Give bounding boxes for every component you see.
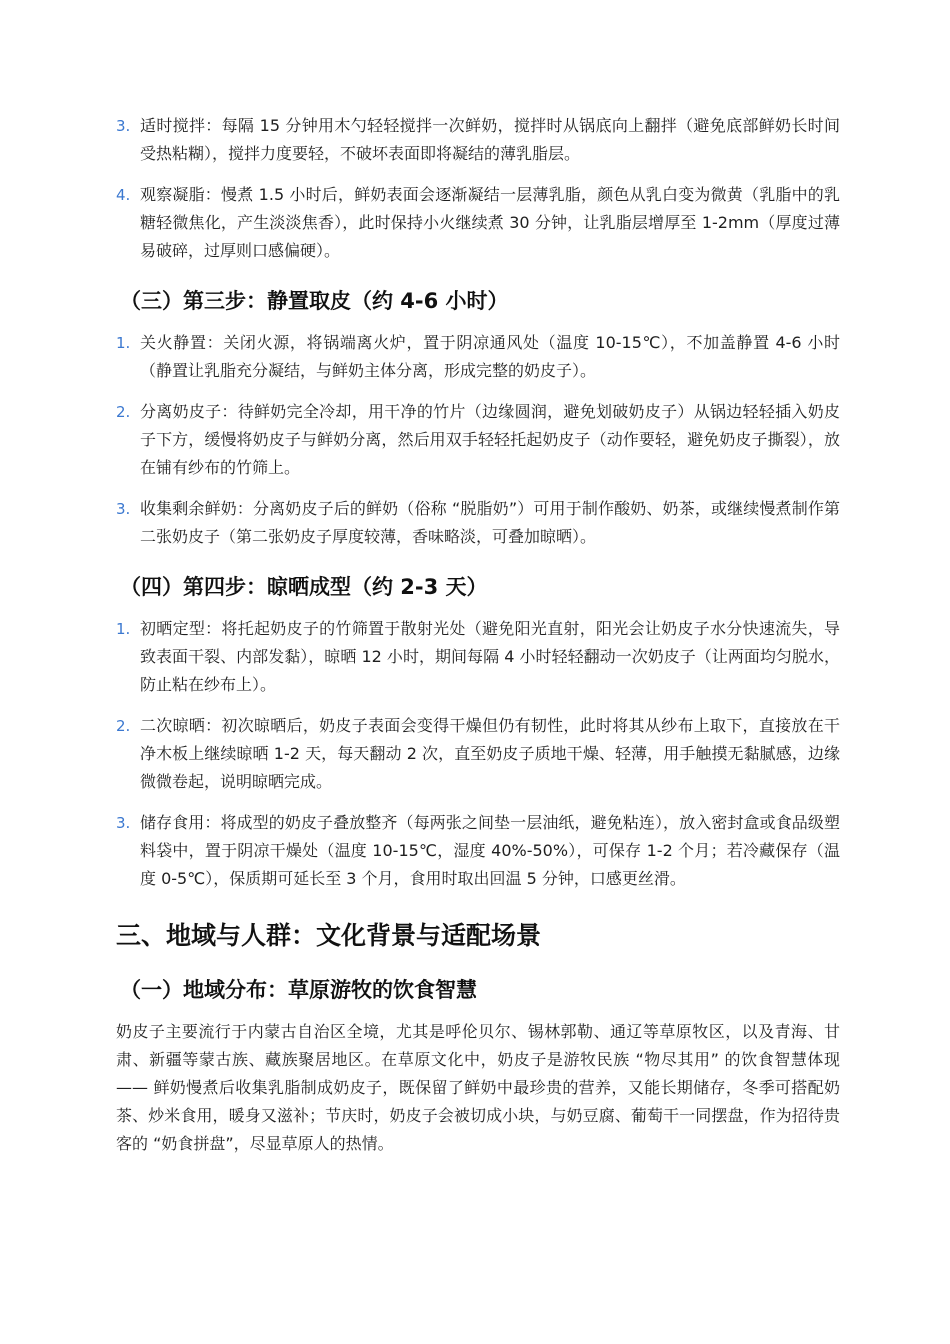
list-item-text: 收集剩余鲜奶：分离奶皮子后的鲜奶（俗称 “脱脂奶”）可用于制作酸奶、奶茶，或继续慢煮制作第二张奶皮子（第二张奶皮子厚度较薄，香味略淡，可叠加晾晒）。 bbox=[140, 499, 840, 546]
step2-list bbox=[116, 112, 840, 265]
list-number: 4. bbox=[116, 186, 131, 204]
list-number: 1. bbox=[116, 334, 131, 352]
document-page bbox=[116, 112, 840, 1158]
list-number: 2. bbox=[116, 717, 131, 735]
list-item-text: 观察凝脂：慢煮 1.5 小时后，鲜奶表面会逐渐凝结一层薄乳脂，颜色从乳白变为微黄（乳脂中的乳糖轻微焦化，产生淡淡焦香），此时保持小火继续煮 30 分钟，让乳脂层增厚至 1-2mm（厚度过薄易破碎，过厚则口感偏硬）。 bbox=[140, 185, 840, 260]
list-item bbox=[116, 181, 840, 265]
list-number: 3. bbox=[116, 500, 131, 518]
section3-subheading: （一）地域分布：草原游牧的饮食智慧 bbox=[120, 978, 477, 1002]
list-item bbox=[116, 809, 840, 893]
section3-paragraph: 奶皮子主要流行于内蒙古自治区全境，尤其是呼伦贝尔、锡林郭勒、通辽等草原牧区，以及青海、甘肃、新疆等蒙古族、藏族聚居地区。在草原文化中，奶皮子是游牧民族 “物尽其用” 的饮食智慧体现 —— 鲜奶慢煮后收集乳脂制成奶皮子，既保留了鲜奶中最珍贵的营养，又能长期储存，冬季可搭配奶茶、炒米食用，暖身又滋补；节庆时，奶皮子会被切成小块，与奶豆腐、葡萄干一同摆盘，作为招待贵客的 “奶食拼盘”，尽显草原人的热情。 bbox=[116, 1022, 840, 1153]
list-item-text: 储存食用：将成型的奶皮子叠放整齐（每两张之间垫一层油纸，避免粘连），放入密封盒或食品级塑料袋中，置于阴凉干燥处（温度 10-15℃，湿度 40%-50%），可保存 1-2 个月；若冷藏保存（温度 0-5℃），保质期可延长至 3 个月，食用时取出回温 5 分钟，口感更丝滑。 bbox=[140, 813, 840, 888]
step3-list bbox=[116, 329, 840, 551]
list-item bbox=[116, 615, 840, 699]
list-item-text: 初晒定型：将托起奶皮子的竹筛置于散射光处（避免阳光直射，阳光会让奶皮子水分快速流失，导致表面干裂、内部发黏），晾晒 12 小时，期间每隔 4 小时轻轻翻动一次奶皮子（让两面均匀脱水，防止粘在纱布上）。 bbox=[140, 619, 840, 694]
list-item bbox=[116, 712, 840, 796]
list-number: 3. bbox=[116, 814, 131, 832]
list-item bbox=[116, 329, 840, 385]
step4-heading: （四）第四步：晾晒成型（约 2-3 天） bbox=[120, 575, 488, 599]
list-number: 3. bbox=[116, 117, 131, 135]
list-item bbox=[116, 495, 840, 551]
list-number: 2. bbox=[116, 403, 131, 421]
list-item-text: 关火静置：关闭火源，将锅端离火炉，置于阴凉通风处（温度 10-15℃），不加盖静置 4-6 小时（静置让乳脂充分凝结，与鲜奶主体分离，形成完整的奶皮子）。 bbox=[140, 333, 840, 380]
list-number: 1. bbox=[116, 620, 131, 638]
step4-list bbox=[116, 615, 840, 893]
section3-heading: 三、地域与人群：文化背景与适配场景 bbox=[116, 921, 542, 950]
step3-heading: （三）第三步：静置取皮（约 4-6 小时） bbox=[120, 289, 509, 313]
list-item-text: 适时搅拌：每隔 15 分钟用木勺轻轻搅拌一次鲜奶，搅拌时从锅底向上翻拌（避免底部鲜奶长时间受热粘糊），搅拌力度要轻，不破坏表面即将凝结的薄乳脂层。 bbox=[140, 116, 840, 163]
list-item-text: 分离奶皮子：待鲜奶完全冷却，用干净的竹片（边缘圆润，避免划破奶皮子）从锅边轻轻插入奶皮子下方，缓慢将奶皮子与鲜奶分离，然后用双手轻轻托起奶皮子（动作要轻，避免奶皮子撕裂），放在铺有纱布的竹筛上。 bbox=[140, 402, 840, 477]
list-item bbox=[116, 112, 840, 168]
list-item bbox=[116, 398, 840, 482]
list-item-text: 二次晾晒：初次晾晒后，奶皮子表面会变得干燥但仍有韧性，此时将其从纱布上取下，直接放在干净木板上继续晾晒 1-2 天，每天翻动 2 次，直至奶皮子质地干燥、轻薄，用手触摸无黏腻感，边缘微微卷起，说明晾晒完成。 bbox=[140, 716, 840, 791]
